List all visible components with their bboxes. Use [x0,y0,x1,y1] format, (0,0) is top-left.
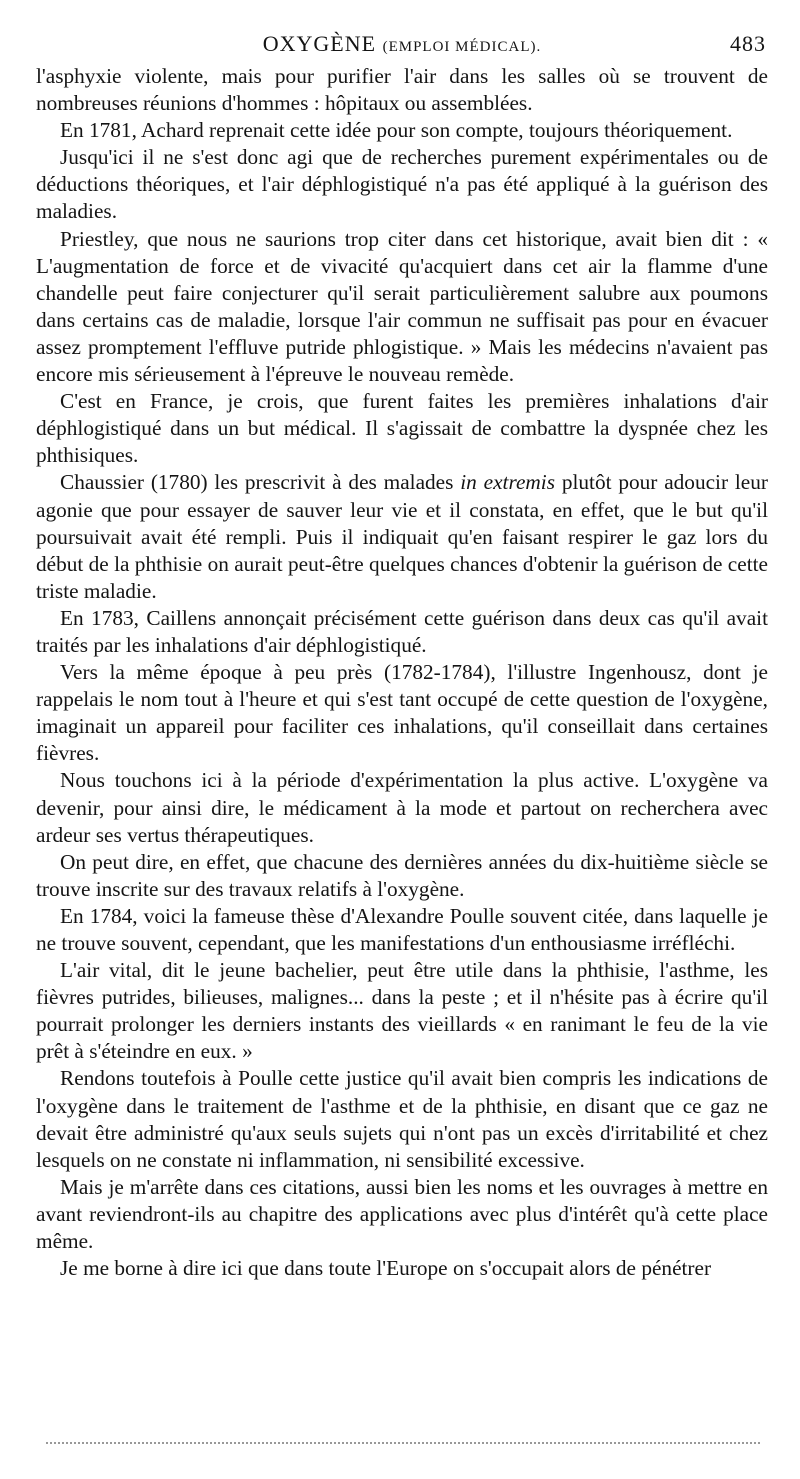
paragraph: En 1781, Achard reprenait cette idée pour son compte, toujours théoriquement. [60,118,733,143]
paragraph: On peut dire, en effet, que chacune des dernières années du dix-huitième siècle se trouve inscrite sur des travaux relatifs à l'oxygène. [36,849,768,901]
latin-phrase: in extremis [460,470,555,495]
paragraph-text: plutôt pour adoucir leur agonie que pour essayer de sauver leur vie et il constata, en effet, que le but qu'il poursuivait avait été rempli. Puis il indiquait qu'en faisant respirer le gaz lors du début de la phthisie on aurait peut-être quelques chances d'obtenir la guérison de cette triste maladie. [36,470,768,603]
paragraph: C'est en France, je crois, que furent faites les premières inhalations d'air déphlogistiqué dans un but médical. Il s'agissait de combattre la dyspnée chez les phthisiques. [36,389,768,468]
paragraph: Je me borne à dire ici que dans toute l'Europe on s'occupait alors de pénétrer [60,1256,712,1281]
paragraph-text: Chaussier (1780) les prescrivit à des malades [60,470,461,495]
paragraph: L'air vital, dit le jeune bachelier, peut être utile dans la phthisie, l'asthme, les fièvres putrides, bilieuses, malignes... dans la peste ; et il n'hésite pas à écrire qu'il pourrait prolonger les derniers instants des vieillards « en ranimant le feu de la vie prêt à s'éteindre en eux. » [36,958,768,1064]
running-title-subtitle: (EMPLOI MÉDICAL). [382,39,542,55]
paragraph: Priestley, que nous ne saurions trop citer dans cet historique, avait bien dit : « L'augmentation de force et de vivacité qu'acquiert dans cet air la flamme d'une chandelle peut faire conjecturer qu'il serait particulièrement salubre aux poumons dans certains cas de maladie, lorsque l'air commun ne suffisait pas pour en évacuer assez promptement l'effluve putride phlogistique. » Mais les médecins n'avaient pas encore mis sérieusement à l'épreuve le nouveau remède. [36,226,768,387]
paragraph [36,469,768,604]
paragraph: l'asphyxie violente, mais pour purifier l'air dans les salles où se trouvent de nombreuses réunions d'hommes : hôpitaux ou assemblées. [36,64,768,116]
bottom-dotted-rule [46,1442,760,1444]
paragraph: Nous touchons ici à la période d'expérimentation la plus active. L'oxygène va devenir, pour ainsi dire, le médicament à la mode et partout on recherchera avec ardeur ses vertus thérapeutiques. [36,768,768,847]
paragraph: En 1784, voici la fameuse thèse d'Alexandre Poulle souvent citée, dans laquelle je ne trouve souvent, cependant, que les manifestations d'un enthousiasme irréfléchi. [36,903,768,955]
running-head [36,29,768,63]
paragraph: Vers la même époque à peu près (1782-1784), l'illustre Ingenhousz, dont je rappelais le nom tout à l'heure et qui s'est tant occupé de cette question de l'oxygène, imaginait un appareil pour faciliter ces inhalations, qu'il conseillait dans certaines fièvres. [36,660,768,766]
running-title [36,31,768,57]
paragraph: Mais je m'arrête dans ces citations, aussi bien les noms et les ouvrages à mettre en avant reviendront-ils au chapitre des applications avec plus d'intérêt qu'à cette place même. [36,1174,768,1254]
paragraph: Jusqu'ici il ne s'est donc agi que de recherches purement expérimentales ou de déductions théoriques, et l'air déphlogistiqué n'a pas été appliqué à la guérison des maladies. [36,145,768,224]
body-text [36,63,768,1282]
paragraph: En 1783, Caillens annonçait précisément cette guérison dans deux cas qu'il avait traités par les inhalations d'air déphlogistiqué. [36,605,768,657]
page-number: 483 [730,31,766,56]
running-title-main: OXYGÈNE [262,31,377,56]
paragraph: Rendons toutefois à Poulle cette justice qu'il avait bien compris les indications de l'oxygène dans le traitement de l'asthme et de la phthisie, en disant que ce gaz ne devait être administré qu'aux seuls sujets qui n'ont pas un excès d'irritabilité et chez lesquels on ne constate ni inflammation, ni sensibilité excessive. [36,1066,768,1172]
